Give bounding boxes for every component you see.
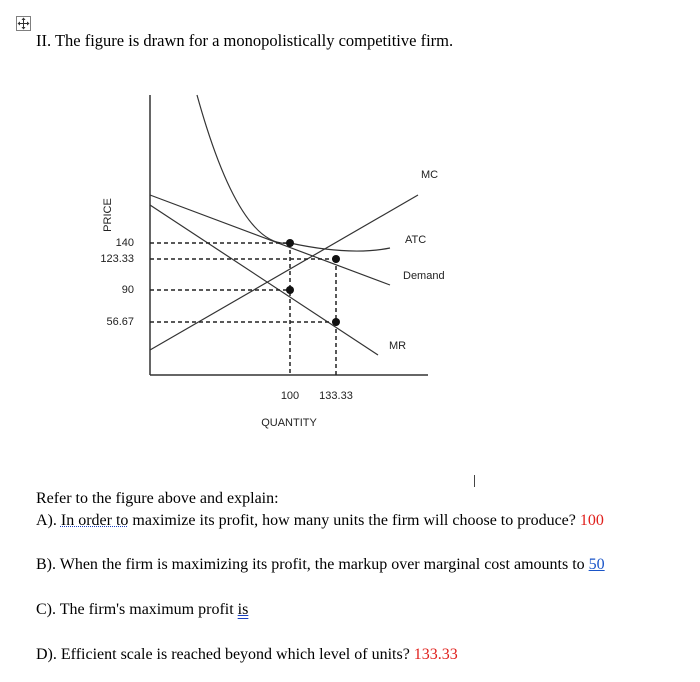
answer-a: 100 [579,512,604,529]
text-cursor [474,475,475,487]
point-100-140 [286,239,294,247]
demand-curve [150,195,390,285]
y-tick-123: 123.33 [100,253,134,265]
intro-line: Refer to the figure above and explain: [36,490,279,507]
mc-label: MC [421,169,439,181]
demand-label: Demand [403,270,445,282]
point-133-123 [332,255,340,263]
point-133-56 [332,318,340,326]
mr-curve [150,205,378,355]
y-axis-title: PRICE [102,198,114,232]
question-a-underlined: In order to [60,512,129,529]
mc-curve [150,195,418,350]
question-d-text: D). Efficient scale is reached beyond which level of units? [36,646,414,663]
question-b [36,556,605,574]
y-tick-90: 90 [121,284,134,296]
y-tick-140: 140 [115,237,134,249]
point-100-90 [286,286,294,294]
answer-b[interactable]: 50 [588,556,605,573]
section-heading: II. The figure is drawn for a monopolistically competitive firm. [36,31,454,50]
question-a-text: maximize its profit, how many units the firm will choose to produce? [128,512,580,529]
question-c-underlined: is [237,601,249,618]
x-tick-133: 133.33 [319,390,353,402]
question-a [36,512,604,530]
x-axis-title: QUANTITY [261,417,317,429]
question-b-text: B). When the firm is maximizing its profit, the markup over marginal cost amounts to [36,556,589,573]
answer-d: 133.33 [413,646,458,663]
x-tick-100: 100 [280,390,300,402]
mr-label: MR [389,340,407,352]
question-a-prefix: A). [36,512,61,529]
y-tick-56: 56.67 [106,316,134,328]
question-c [36,601,248,619]
question-c-text: C). The firm's maximum profit [36,601,238,618]
question-d [36,646,458,664]
atc-label: ATC [405,234,427,246]
